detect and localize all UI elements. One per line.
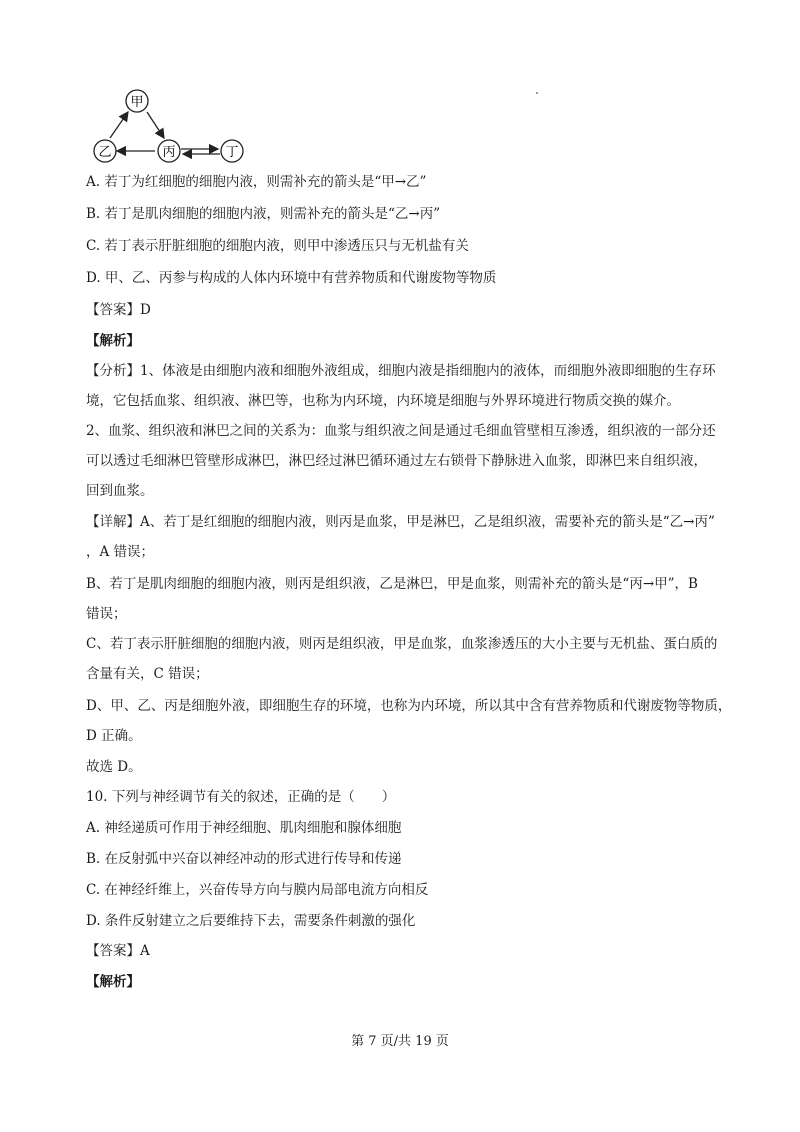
page-footer: 第 7 页/共 19 页 xyxy=(351,1034,449,1049)
q9-explanation-line: 回到血浆。 xyxy=(86,483,154,499)
q9-option-a: A. 若丁为红细胞的细胞内液，则需补充的箭头是“甲→乙” xyxy=(86,174,427,190)
q9-option-b: B. 若丁是肌肉细胞的细胞内液，则需补充的箭头是“乙→丙” xyxy=(86,206,441,222)
svg-text:丁: 丁 xyxy=(225,145,239,160)
node-jia xyxy=(126,90,148,112)
q9-analysis-heading: 【解析】 xyxy=(86,333,140,349)
q10-stem: 10. 下列与神经调节有关的叙述，正确的是（ ） xyxy=(86,789,396,805)
q9-explanation-line: 【详解】A、若丁是红细胞的细胞内液，则丙是血浆，甲是淋巴，乙是组织液，需要补充的箭头是“乙→丙” xyxy=(86,514,715,530)
arrow-yi-to-jia xyxy=(110,112,128,138)
body-fluid-diagram xyxy=(80,80,270,170)
q9-explanation-line: 【分析】1、体液是由细胞内液和细胞外液组成，细胞内液是指细胞内的液体，而细胞外液即细胞的生存环 xyxy=(86,363,716,379)
q10-answer: 【答案】A xyxy=(86,943,150,959)
q9-explanation-line: 可以透过毛细淋巴管壁形成淋巴，淋巴经过淋巴循环通过左右锁骨下静脉进入血浆，即淋巴来自组织液， xyxy=(86,453,707,469)
q9-explanation-line: 含量有关，C 错误； xyxy=(86,666,209,682)
q10-analysis-heading: 【解析】 xyxy=(86,974,140,990)
node-ding xyxy=(221,140,243,162)
q9-explanation-line: 错误； xyxy=(86,606,127,622)
q9-option-c: C. 若丁表示肝脏细胞的细胞内液，则甲中渗透压只与无机盐有关 xyxy=(86,238,469,254)
q10-option-c: C. 在神经纤维上，兴奋传导方向与膜内局部电流方向相反 xyxy=(86,882,429,898)
q10-option-b: B. 在反射弧中兴奋以神经冲动的形式进行传导和传递 xyxy=(86,851,402,867)
q9-explanation-line: D 正确。 xyxy=(86,728,142,744)
node-yi xyxy=(94,140,116,162)
q9-explanation-line: 境，它包括血浆、组织液、淋巴等，也称为内环境，内环境是细胞与外界环境进行物质交换的媒介。 xyxy=(86,393,680,409)
q9-answer: 【答案】D xyxy=(86,302,151,318)
q9-explanation-line: ，A 错误； xyxy=(86,544,155,560)
q10-option-a: A. 神经递质可作用于神经细胞、肌肉细胞和腺体细胞 xyxy=(86,820,402,836)
svg-text:乙: 乙 xyxy=(98,145,112,160)
q10-option-d: D. 条件反射建立之后要维持下去，需要条件刺激的强化 xyxy=(86,913,416,929)
svg-text:甲: 甲 xyxy=(130,95,144,110)
q9-option-d: D. 甲、乙、丙参与构成的人体内环境中有营养物质和代谢废物等物质 xyxy=(86,270,497,286)
arrow-jia-to-bing xyxy=(147,112,164,138)
node-bing xyxy=(158,140,180,162)
q9-explanation-line: D、甲、乙、丙是细胞外液，即细胞生存的环境，也称为内环境，所以其中含有营养物质和代谢废物等物质， xyxy=(86,698,732,714)
q9-explanation-line: 2、血浆、组织液和淋巴之间的关系为：血浆与组织液之间是通过毛细血管壁相互渗透，组织液的一部分还 xyxy=(86,423,716,439)
scan-speck xyxy=(536,92,538,94)
q9-explanation-line: C、若丁表示肝脏细胞的细胞内液，则丙是组织液，甲是血浆，血浆渗透压的大小主要与无机盐、蛋白质的 xyxy=(86,636,718,652)
q9-explanation-line: B、若丁是肌肉细胞的细胞内液，则丙是组织液，乙是淋巴，甲是血浆，则需补充的箭头是“丙→甲”，B xyxy=(86,576,698,592)
q9-explanation-line: 故选 D。 xyxy=(86,759,142,775)
svg-text:丙: 丙 xyxy=(162,145,176,160)
